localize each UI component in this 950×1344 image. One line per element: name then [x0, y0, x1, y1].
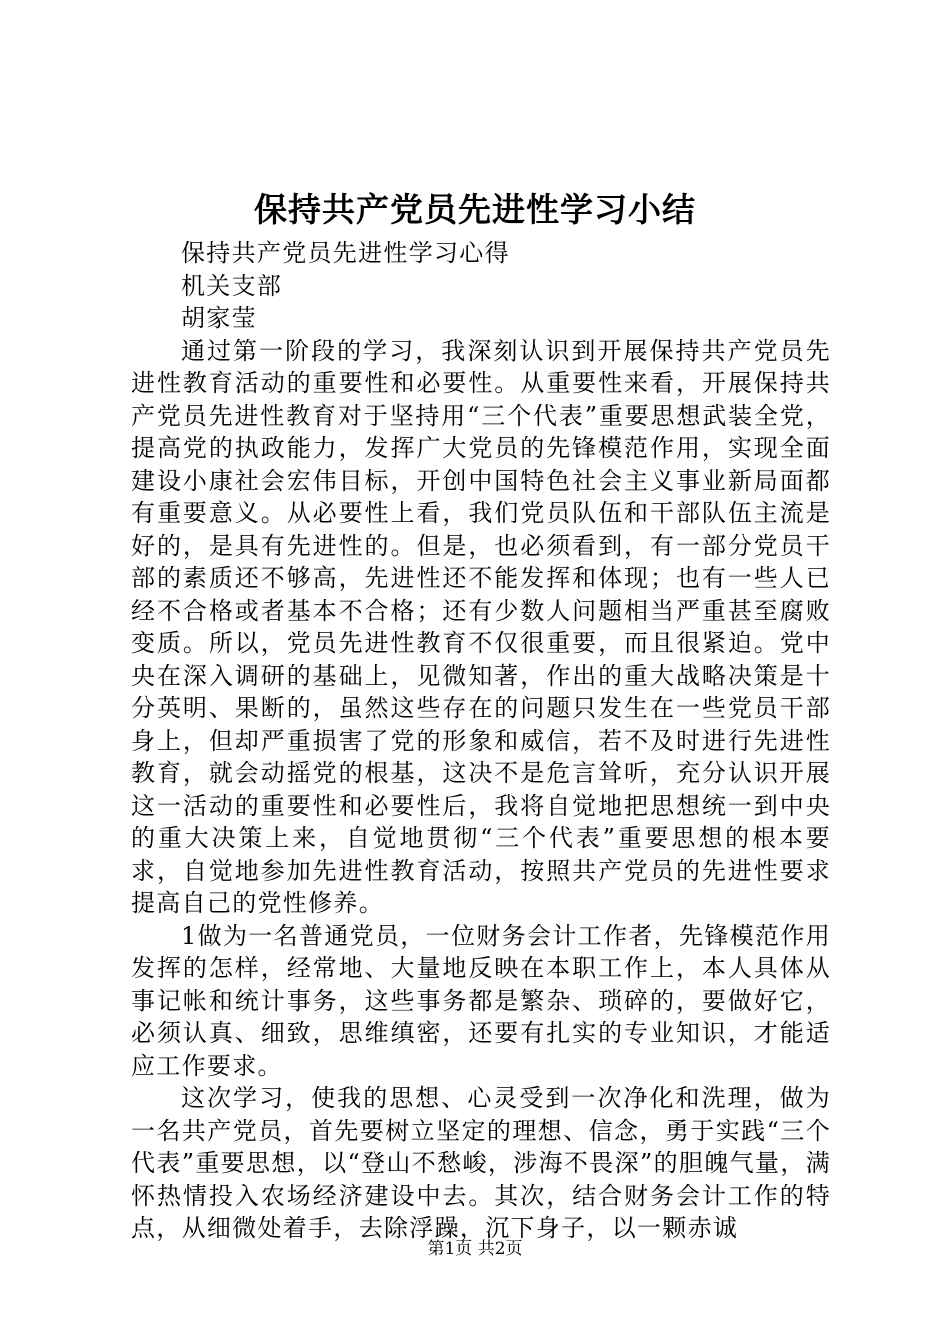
- paragraph-2: 1做为一名普通党员，一位财务会计工作者，先锋模范作用发挥的怎样，经常地、大量地反映在本职工作上，本人具体从事记帐和统计事务，这些事务都是繁杂、琐碎的，要做好它，必须认真、细致，思维缜密，还要有扎实的专业知识，才能适应工作要求。: [131, 921, 831, 1080]
- document-title: 保持共产党员先进性学习小结: [254, 190, 696, 229]
- paragraph-1: 通过第一阶段的学习，我深刻认识到开展保持共产党员先进性教育活动的重要性和必要性。从重要性来看，开展保持共产党员先进性教育对于坚持用“三个代表”重要思想武装全党，提高党的执政能力，发挥广大党员的先锋模范作用，实现全面建设小康社会宏伟目标，开创中国特色社会主义事业新局面都有重要意义。从必要性上看，我们党员队伍和干部队伍主流是好的，是具有先进性的。但是，也必须看到，有一部分党员干部的素质还不够高，先进性还不能发挥和体现；也有一些人已经不合格或者基本不合格；还有少数人问题相当严重甚至腐败变质。所以，党员先进性教育不仅很重要，而且很紧迫。党中央在深入调研的基础上，见微知著，作出的重大战略决策是十分英明、果断的，虽然这些存在的问题只发生在一些党员干部身上，但却严重损害了党的形象和威信，若不及时进行先进性教育，就会动摇党的根基，这决不是危言耸听，充分认识开展这一活动的重要性和必要性后，我将自觉地把思想统一到中央的重大决策上来，自觉地贯彻“三个代表”重要思想的根本要求，自觉地参加先进性教育活动，按照共产党员的先进性要求提高自己的党性修养。: [131, 336, 831, 917]
- document-subtitle: 保持共产党员先进性学习心得: [181, 239, 510, 267]
- page-footer: 第1页 共2页: [427, 1239, 523, 1259]
- paragraph-3: 这次学习，使我的思想、心灵受到一次净化和洗理，做为一名共产党员，首先要树立坚定的理想、信念，勇于实践“三个代表”重要思想，以“登山不愁峻，涉海不畏深”的胆魄气量，满怀热情投入农场经济建设中去。其次，结合财务会计工作的特点，从细微处着手，去除浮躁，沉下身子，以一颗赤诚: [131, 1084, 831, 1242]
- document-author: 胡家莹: [181, 304, 257, 332]
- document-body: [131, 237, 831, 1245]
- document-department: 机关支部: [181, 271, 283, 300]
